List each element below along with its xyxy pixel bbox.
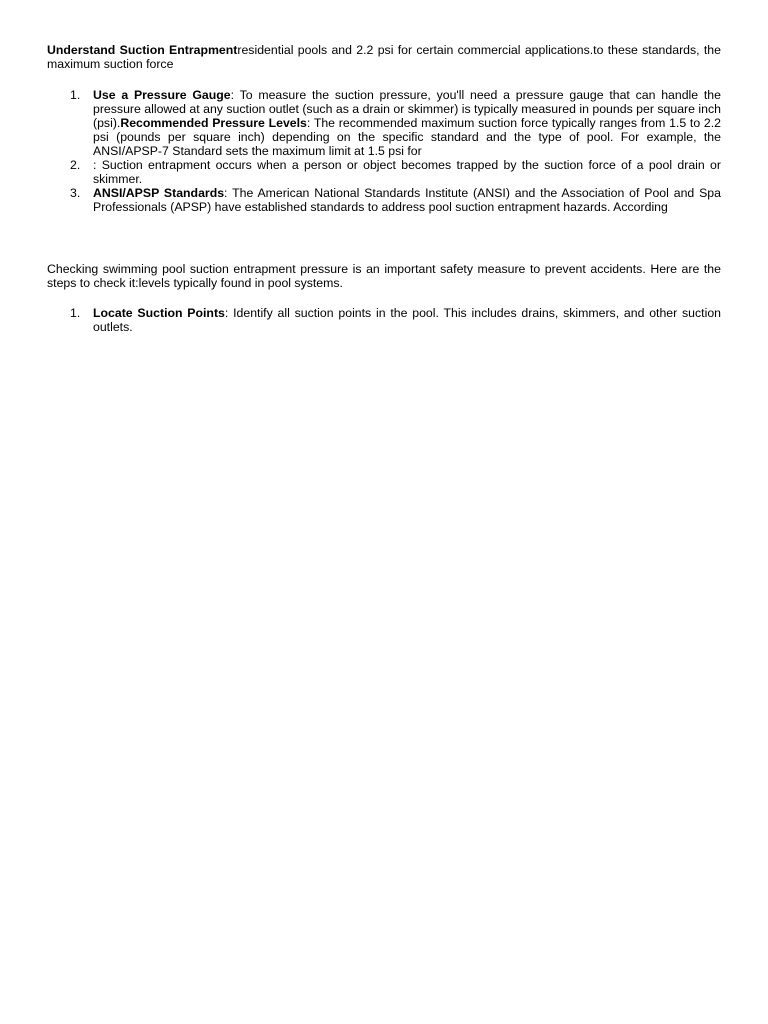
list-item-text: : Suction entrapment occurs when a person or object becomes trapped by the suction force of a pool drain or skimmer.	[93, 158, 721, 186]
list-item-heading: ANSI/APSP Standards	[93, 186, 225, 200]
list-item	[47, 158, 721, 186]
list-item-number: 1.	[70, 88, 81, 102]
body-paragraph: Checking swimming pool suction entrapment pressure is an important safety measure to prevent accidents. Here are the steps to check it:levels typically found in pool systems.	[47, 262, 721, 290]
list-item-number: 3.	[70, 186, 81, 200]
intro-paragraph	[47, 43, 721, 71]
list-item-number: 2.	[70, 158, 81, 172]
steps-list-2	[47, 306, 721, 334]
list-item-text: : The American National Standards Institute (ANSI) and the Association of Pool and Spa Professionals (APSP) have established standards to address pool suction entrapment hazards. According	[93, 186, 721, 214]
list-item-heading: Locate Suction Points	[93, 306, 225, 320]
list-item	[47, 306, 721, 334]
list-item-text: : To measure the suction pressure, you'll need a pressure gauge that can handle the pressure allowed at any suction outlet (such as a drain or skimmer) is typically measured in pounds per square inch (psi).	[93, 88, 721, 130]
list-item	[47, 186, 721, 214]
intro-heading: Understand Suction Entrapment	[47, 43, 238, 57]
list-item	[47, 88, 721, 158]
list-item-text: : The recommended maximum suction force typically ranges from 1.5 to 2.2 psi (pounds per square inch) depending on the specific standard and the type of pool. For example, the ANSI/APSP-7 Standard sets the maximum limit at 1.5 psi for	[93, 116, 721, 158]
list-item-text: : Identify all suction points in the pool. This includes drains, skimmers, and other suction outlets.	[93, 306, 721, 334]
list-item-heading: Recommended Pressure Levels	[120, 116, 307, 130]
list-item-heading: Use a Pressure Gauge	[93, 88, 231, 102]
steps-list-1	[47, 88, 721, 214]
list-item-number: 1.	[70, 306, 81, 320]
intro-text: residential pools and 2.2 psi for certain commercial applications.to these standards, the maximum suction force	[47, 43, 721, 71]
